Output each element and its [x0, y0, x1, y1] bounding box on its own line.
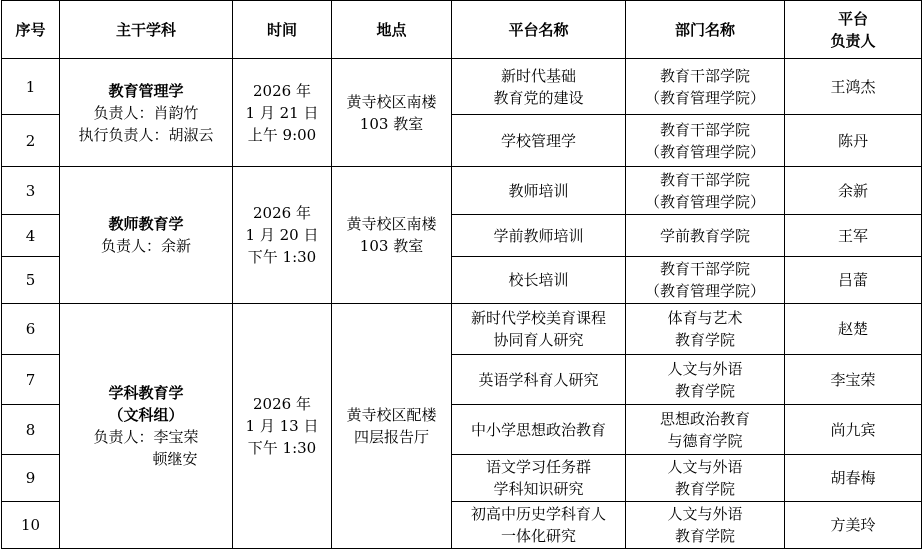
- leader-cell: 赵楚: [785, 304, 922, 355]
- location-building: 黄寺校区配楼: [346, 406, 437, 424]
- time-hour: 下午 1:30: [247, 248, 317, 266]
- platform-line: 校长培训: [508, 271, 569, 289]
- department-cell: [626, 115, 785, 167]
- department-cell: [626, 304, 785, 355]
- platform-cell: [452, 304, 626, 355]
- location-room: 103 教室: [359, 114, 424, 133]
- platform-line: 初高中历史学科育人: [470, 505, 606, 523]
- platform-cell: [452, 167, 626, 215]
- leader-cell: 王鸿杰: [785, 59, 922, 115]
- leader-cell: 尚九宾: [785, 405, 922, 455]
- department-line: 学前教育学院: [659, 226, 750, 245]
- department-line: 教育干部学院: [659, 120, 750, 139]
- department-line: 教育学院: [674, 527, 735, 545]
- seq-cell: 5: [2, 257, 60, 304]
- department-line: 教育干部学院: [659, 260, 750, 278]
- department-line: （教育管理学院）: [644, 282, 765, 300]
- platform-cell: [452, 455, 626, 502]
- subject-cell: [60, 59, 233, 167]
- time-date: 1 月 21 日: [245, 103, 319, 122]
- platform-line: 协同育人研究: [493, 331, 584, 349]
- department-line: 教育干部学院: [659, 170, 750, 189]
- platform-line: 中小学思想政治教育: [470, 420, 606, 439]
- platform-cell: [452, 502, 626, 549]
- location-building: 黄寺校区南楼: [346, 215, 437, 233]
- department-line: 教育干部学院: [659, 66, 750, 85]
- time-date: 1 月 20 日: [245, 226, 319, 244]
- subject-name: 教育管理学: [108, 81, 184, 100]
- subject-cell: [60, 167, 233, 304]
- header-leader: [785, 1, 922, 59]
- platform-cell: [452, 355, 626, 405]
- subject-name: 学科教育学: [108, 384, 184, 402]
- subject-name-sub: （文科组）: [108, 406, 184, 424]
- time-date: 1 月 13 日: [245, 417, 319, 435]
- header-location: 地点: [332, 1, 452, 59]
- leader-cell: 方美玲: [785, 502, 922, 549]
- platform-line: 学前教师培训: [493, 226, 584, 245]
- subject-leader: 负责人：余新: [100, 237, 191, 255]
- platform-line: 教师培训: [508, 181, 569, 200]
- platform-schedule-table: [1, 0, 922, 549]
- leader-cell: 陈丹: [785, 115, 922, 167]
- seq-cell: 6: [2, 304, 60, 355]
- time-year: 2026 年: [253, 395, 311, 413]
- department-cell: [626, 355, 785, 405]
- time-year: 2026 年: [253, 204, 311, 222]
- leader-cell: 余新: [785, 167, 922, 215]
- subject-leader-2: 顿继安: [152, 450, 198, 468]
- table-row: [2, 59, 922, 115]
- department-line: 教育学院: [674, 480, 735, 498]
- platform-cell: [452, 215, 626, 257]
- location-building: 黄寺校区南楼: [346, 92, 437, 111]
- platform-line: 学校管理学: [500, 131, 576, 150]
- subject-leader: 负责人：李宝荣: [93, 428, 199, 446]
- department-cell: [626, 405, 785, 455]
- department-cell: [626, 215, 785, 257]
- department-cell: [626, 59, 785, 115]
- department-line: 人文与外语: [667, 359, 743, 378]
- department-line: 教育学院: [674, 381, 735, 400]
- subject-cell: [60, 304, 233, 549]
- platform-cell: [452, 115, 626, 167]
- platform-line: 新时代基础: [500, 66, 576, 85]
- location-room: 四层报告厅: [353, 428, 429, 446]
- seq-cell: 4: [2, 215, 60, 257]
- table-row: [2, 304, 922, 355]
- platform-line: 学科知识研究: [493, 480, 584, 498]
- seq-cell: 7: [2, 355, 60, 405]
- platform-cell: [452, 59, 626, 115]
- department-line: 与德育学院: [667, 431, 743, 450]
- leader-cell: 吕蕾: [785, 257, 922, 304]
- seq-cell: 8: [2, 405, 60, 455]
- time-hour: 下午 1:30: [247, 439, 317, 457]
- department-line: （教育管理学院）: [644, 88, 765, 107]
- header-subject: 主干学科: [60, 1, 233, 59]
- time-year: 2026 年: [253, 81, 311, 100]
- time-cell: [233, 59, 332, 167]
- department-line: 体育与艺术: [667, 309, 743, 327]
- header-leader-line1: 平台: [837, 9, 868, 28]
- header-platform: 平台名称: [452, 1, 626, 59]
- department-cell: [626, 502, 785, 549]
- location-cell: [332, 167, 452, 304]
- platform-line: 语文学习任务群: [485, 458, 591, 476]
- department-cell: [626, 257, 785, 304]
- department-cell: [626, 455, 785, 502]
- subject-name: 教师教育学: [108, 215, 184, 233]
- department-line: 人文与外语: [667, 458, 743, 476]
- header-leader-line2: 负责人: [830, 31, 876, 50]
- department-line: 人文与外语: [667, 505, 743, 523]
- location-cell: [332, 59, 452, 167]
- time-cell: [233, 167, 332, 304]
- location-room: 103 教室: [359, 237, 424, 255]
- leader-cell: 李宝荣: [785, 355, 922, 405]
- time-cell: [233, 304, 332, 549]
- leader-cell: 胡春梅: [785, 455, 922, 502]
- platform-cell: [452, 405, 626, 455]
- department-line: （教育管理学院）: [644, 192, 765, 211]
- header-row: [2, 1, 922, 59]
- platform-cell: [452, 257, 626, 304]
- header-department: 部门名称: [626, 1, 785, 59]
- platform-line: 英语学科育人研究: [478, 370, 599, 389]
- seq-cell: 10: [2, 502, 60, 549]
- time-hour: 上午 9:00: [247, 125, 317, 144]
- platform-line: 新时代学校美育课程: [470, 309, 606, 327]
- department-line: 教育学院: [674, 331, 735, 349]
- leader-cell: 王军: [785, 215, 922, 257]
- seq-cell: 9: [2, 455, 60, 502]
- platform-line: 一体化研究: [500, 527, 576, 545]
- seq-cell: 1: [2, 59, 60, 115]
- header-time: 时间: [233, 1, 332, 59]
- subject-exec-leader: 执行负责人：胡淑云: [78, 125, 214, 144]
- table-row: [2, 167, 922, 215]
- subject-leader: 负责人：肖韵竹: [93, 103, 199, 122]
- department-line: （教育管理学院）: [644, 142, 765, 161]
- platform-line: 教育党的建设: [493, 88, 584, 107]
- department-cell: [626, 167, 785, 215]
- header-seq: 序号: [2, 1, 60, 59]
- department-line: 思想政治教育: [659, 409, 750, 428]
- location-cell: [332, 304, 452, 549]
- seq-cell: 2: [2, 115, 60, 167]
- seq-cell: 3: [2, 167, 60, 215]
